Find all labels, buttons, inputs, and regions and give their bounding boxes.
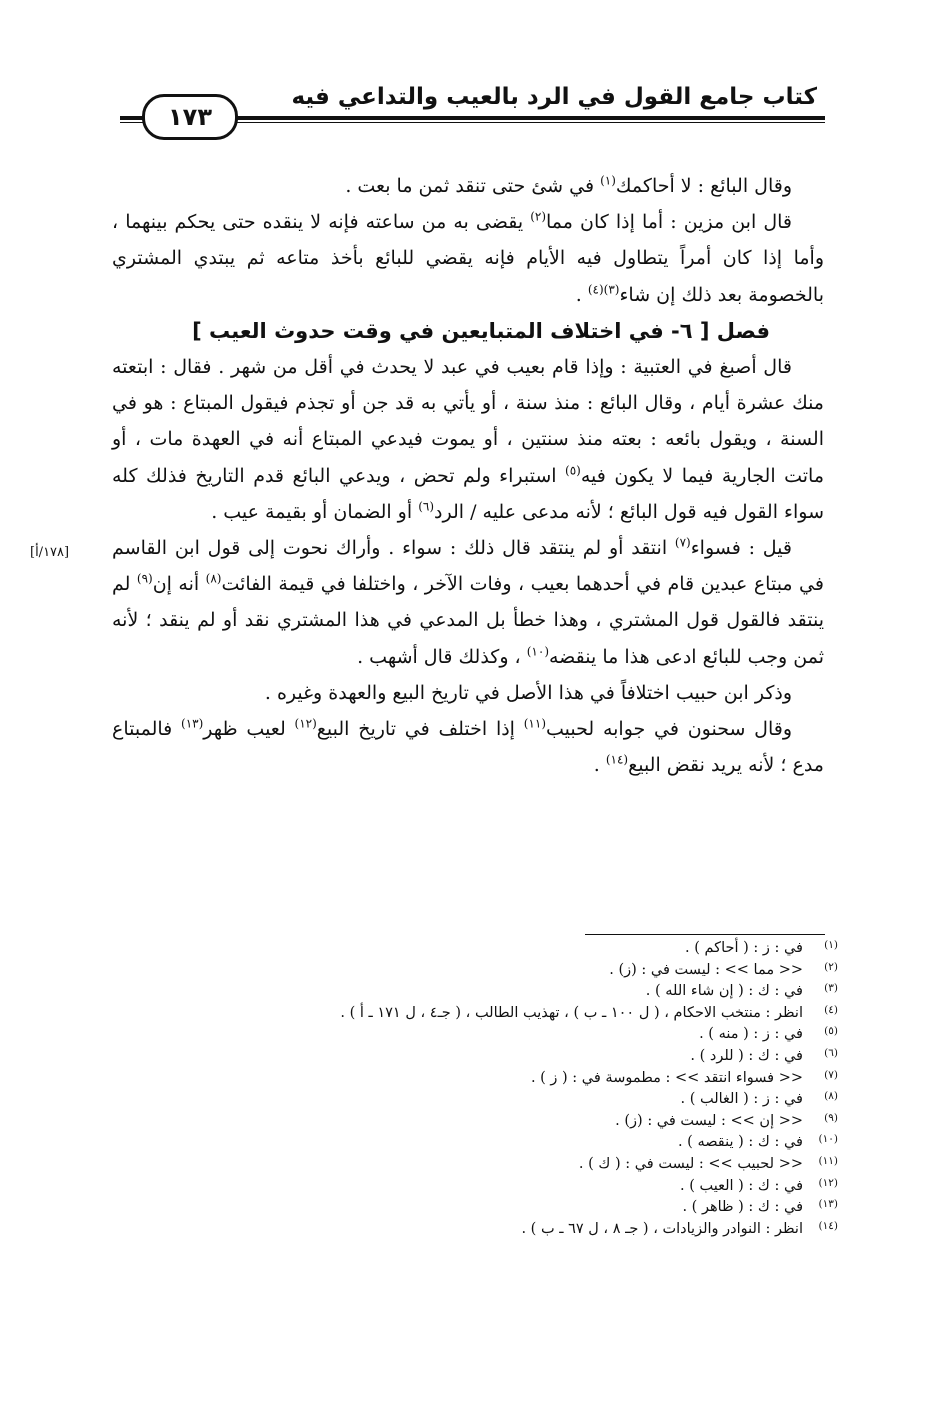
- footnote-number: (١٠): [818, 1133, 838, 1146]
- footnote-number: (١١): [818, 1154, 838, 1167]
- paragraph-1: [112, 168, 824, 204]
- footnote: [110, 1219, 838, 1241]
- text: لعيب ظهر: [203, 718, 295, 741]
- footnote-text: في : ك : ( للرد ) .: [690, 1047, 803, 1064]
- footnote-text: << لحبيب >> : ليست في : ( ك ) .: [578, 1155, 803, 1172]
- footnote-marker: (٥): [565, 463, 581, 478]
- footnote: [110, 1068, 838, 1090]
- footnote-text: << إن >> : ليست في : (ز) .: [615, 1112, 803, 1129]
- footnote: [110, 1089, 838, 1111]
- paragraph-5: وذكر ابن حبيب اختلافاً في هذا الأصل في تاريخ البيع والعهدة وغيره .: [264, 681, 792, 704]
- footnote-marker: (١): [600, 173, 616, 188]
- footnotes: [110, 938, 838, 1240]
- text: في شئ حتى تنقد ثمن ما بعت .: [345, 175, 601, 197]
- footnote-text: في : ك : ( العيب ) .: [680, 1177, 803, 1194]
- footnote: [110, 1003, 838, 1025]
- footnote-text: << فسواء انتقد >> : مطموسة في : ( ز ) .: [530, 1069, 803, 1086]
- footnote-text: انظر : منتخب الاحكام ، ( ل ١٠٠ ـ ب ) ، تهذيب الطالب ، ( جـ٤ ، ل ١٧١ ـ أ ) .: [340, 1004, 803, 1021]
- footnote-marker: (٦): [418, 499, 435, 514]
- text: إذا اختلف في تاريخ البيع: [316, 718, 524, 741]
- footnote-marker: (٢): [530, 209, 547, 224]
- page-number: ١٧٣: [142, 94, 238, 140]
- text: قال ابن مزين : أما إذا كان مما: [546, 211, 792, 234]
- footnote: [110, 1176, 838, 1198]
- footnote: [110, 1132, 838, 1154]
- footnote: [110, 1197, 838, 1219]
- footnote-number: (١٣): [818, 1198, 838, 1211]
- text: انتقد أو لم ينتقد قال ذلك : سواء . وأراك نحوت إلى قول ابن القاسم في مبتاع عبدين قام في أحدهما بعيب ، وفات الآخر ، واختلفا في قيمة الفائت: [112, 537, 824, 596]
- footnote-number: (٤): [824, 1003, 838, 1016]
- footnote-number: (٩): [824, 1111, 838, 1124]
- text: ، وكذلك قال أشهب .: [357, 645, 527, 668]
- footnote-marker: (٩): [136, 571, 153, 586]
- footnote-marker: (٧): [674, 535, 691, 550]
- text: .: [575, 283, 588, 306]
- footnote-marker: (٣)(٤): [587, 282, 620, 297]
- text: .: [593, 754, 606, 777]
- footnote-separator: [585, 934, 825, 935]
- footnote-number: (١٢): [818, 1176, 838, 1189]
- text: أنه إن: [152, 573, 206, 596]
- footnote: [110, 1154, 838, 1176]
- footnote: [110, 1046, 838, 1068]
- footnote-text: في : ز : ( الغالب ) .: [680, 1091, 803, 1108]
- footnote: [110, 981, 838, 1003]
- footnote-marker: (١٢): [294, 716, 317, 731]
- text: أو الضمان أو بقيمة عيب .: [211, 500, 419, 523]
- footnote-text: في : ز : ( منه ) .: [699, 1026, 803, 1043]
- footnote-number: (١٤): [818, 1219, 838, 1232]
- text: قيل : فسواء: [690, 537, 792, 560]
- footnote-number: (٣): [824, 982, 838, 995]
- footnote-marker: (٨): [205, 571, 222, 586]
- main-text: [112, 168, 824, 783]
- header-title: كتاب جامع القول في الرد بالعيب والتداعي فيه: [291, 84, 817, 110]
- footnote-text: في : ك : ( ينقصه ) .: [677, 1134, 803, 1151]
- text: وقال البائع : لا أحاكمك: [615, 175, 792, 197]
- paragraph-3: [112, 349, 824, 530]
- footnote-number: (٢): [824, 960, 838, 973]
- footnote: [110, 938, 838, 960]
- footnote: [110, 960, 838, 982]
- footnote-marker: (١٣): [181, 716, 204, 731]
- footnote-number: (٧): [824, 1068, 838, 1081]
- paragraph-6: [112, 711, 824, 783]
- text: استبراء ولم تحض ، ويدعي البائع قدم التاريخ فذلك كله سواء القول فيه قول البائع ؛ لأنه مدعى عليه / الرد: [112, 464, 824, 523]
- text: وقال سحنون في جوابه لحبيب: [546, 718, 793, 741]
- text: قال أصبغ في العتبية : وإذا قام بعيب في عبد لا يحدث في أقل من شهر . فقال : ابتعته منك عشرة أيام ، وقال البائع : منذ سنة ، أو يأتي به قد جن أو تجذم فيقول المبتاع : هو في السنة ، ويقول بائعه : بعته منذ سنتين ، أو يموت فيدعي المبتاع أنه في العهدة مات ، أو ماتت الجارية فيما لا يكون فيه: [112, 356, 825, 487]
- footnote-marker: (١٤): [605, 752, 629, 767]
- text: فالمبتاع مدع ؛ لأنه يريد نقض البيع: [112, 718, 824, 777]
- footnote-text: << مما >> : ليست في : (ز) .: [609, 961, 803, 978]
- footnote-text: انظر : النوادر والزيادات ، ( جـ ٨ ، ل ٦٧ ـ ب ) .: [521, 1220, 803, 1237]
- footnote-number: (٥): [824, 1025, 838, 1038]
- footnote-text: في : ك : ( إن شاء الله ) .: [645, 983, 803, 1000]
- footnote-text: في : ز : ( أحاكم ) .: [685, 940, 803, 956]
- manuscript-folio-ref: [١٧٨/أ]: [30, 545, 70, 560]
- footnote: [110, 1024, 838, 1046]
- footnote-number: (٨): [824, 1090, 838, 1103]
- running-header: [120, 80, 825, 150]
- text: يقضى به من ساعته فإنه لا ينقده حتى يحكم بينهما ، وأما إذا كان أمراً يتطاول فيه الأيام فإنه يقضي للبائع بأخذ متاعه ثم يبتدي المشتري بالخصومة بعد ذلك إن شاء: [112, 211, 824, 306]
- section-heading: فصل [ ٦- في اختلاف المتبايعين في وقت حدوث العيب ]: [192, 318, 770, 343]
- footnote-text: في : ك : ( ظاهر ) .: [682, 1199, 803, 1216]
- text: لم ينتقد فالقول قول المشتري ، وهذا خطأ بل المدعي في هذا المشتري نقد أو لم ينقد ؛ لأنه ثمن وجب للبائع ادعى هذا ما ينقضه: [112, 573, 824, 668]
- footnote-number: (٦): [824, 1046, 838, 1059]
- footnote-marker: (١٠): [526, 644, 549, 659]
- paragraph-4: [112, 530, 824, 675]
- paragraph-2: [112, 204, 824, 313]
- footnote-number: (١): [824, 939, 838, 951]
- footnote: [110, 1111, 838, 1133]
- footnote-marker: (١١): [523, 716, 546, 731]
